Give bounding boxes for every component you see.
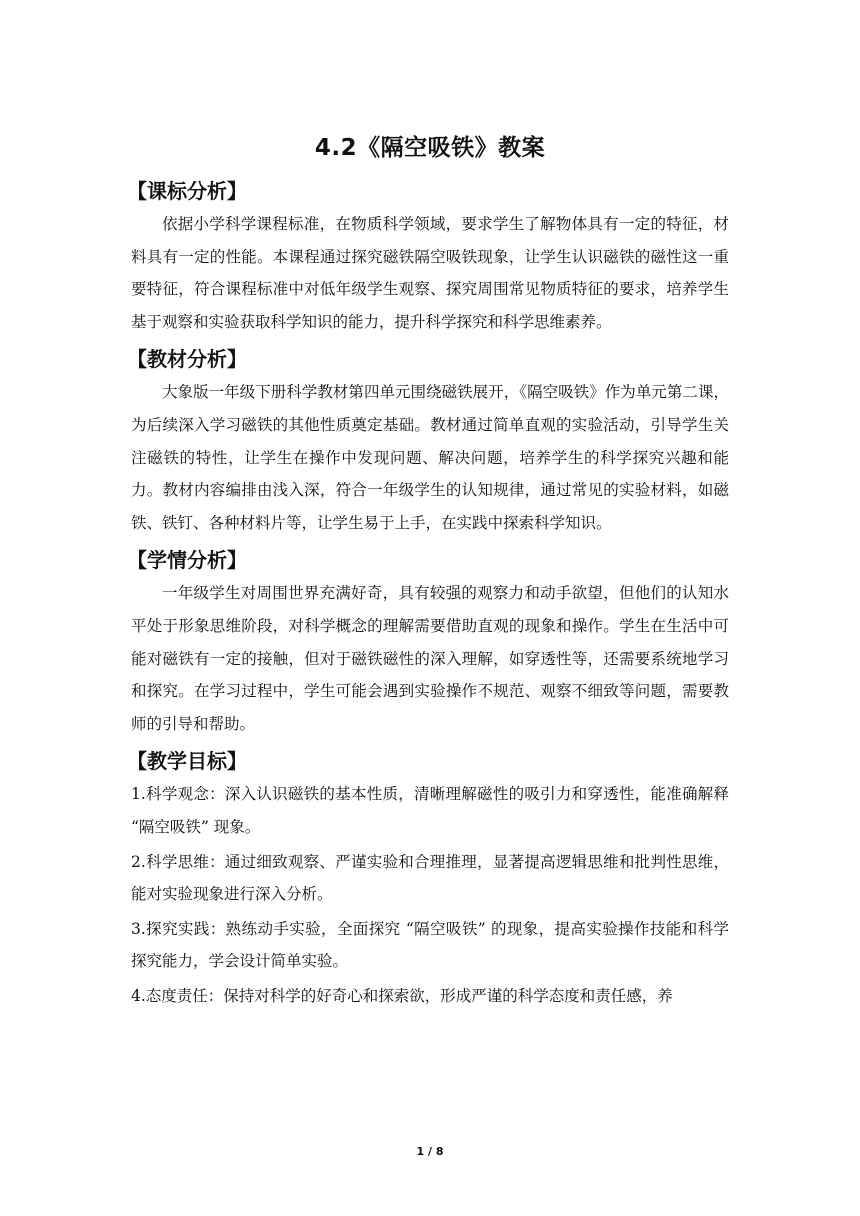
- goal-item-2: 2.科学思维：通过细致观察、严谨实验和合理推理，显著提高逻辑思维和批判性思维，能对实验现象进行深入分析。: [131, 852, 729, 904]
- goal-item-3: 3.探究实践：熟练动手实验，全面探究 “隔空吸铁” 的现象，提高实验操作技能和科学探究能力，学会设计简单实验。: [131, 919, 729, 971]
- document-title: 4.2《隔空吸铁》教案: [314, 135, 546, 161]
- page-number: 1 / 8: [416, 1145, 444, 1158]
- section-heading-goals: 【教学目标】: [127, 749, 247, 774]
- curriculum-paragraph: 依据小学科学课程标准，在物质科学领域，要求学生了解物体具有一定的特征，材料具有一定的性能。本课程通过探究磁铁隔空吸铁现象，让学生认识磁铁的磁性这一重要特征，符合课程标准中对低年级学生观察、探究周围常见物质特征的要求，培养学生基于观察和实验获取科学知识的能力，提升科学探究和科学思维素养。: [131, 215, 729, 331]
- section-heading-students: 【学情分析】: [127, 548, 247, 573]
- document-body: [127, 174, 729, 1014]
- students-paragraph: 一年级学生对周围世界充满好奇，具有较强的观察力和动手欲望，但他们的认知水平处于形象思维阶段，对科学概念的理解需要借助直观的现象和操作。学生在生活中可能对磁铁有一定的接触，但对于磁铁磁性的深入理解，如穿透性等，还需要系统地学习和探究。在学习过程中，学生可能会遇到实验操作不规范、观察不细致等问题，需要教师的引导和帮助。: [131, 584, 729, 733]
- goal-item-4: 4.态度责任：保持对科学的好奇心和探索欲，形成严谨的科学态度和责任感，养: [131, 986, 673, 1005]
- section-heading-textbook: 【教材分析】: [127, 347, 247, 372]
- textbook-paragraph: 大象版一年级下册科学教材第四单元围绕磁铁展开，《隔空吸铁》作为单元第二课，为后续深入学习磁铁的其他性质奠定基础。教材通过简单直观的实验活动，引导学生关注磁铁的特性，让学生在操作中发现问题、解决问题，培养学生的科学探究兴趣和能力。教材内容编排由浅入深，符合一年级学生的认知规律，通过常见的实验材料，如磁铁、铁钉、各种材料片等，让学生易于上手，在实践中探索科学知识。: [131, 383, 729, 532]
- goal-item-1: 1.科学观念：深入认识磁铁的基本性质，清晰理解磁性的吸引力和穿透性，能准确解释 “隔空吸铁” 现象。: [131, 785, 729, 836]
- section-heading-curriculum: 【课标分析】: [127, 179, 247, 203]
